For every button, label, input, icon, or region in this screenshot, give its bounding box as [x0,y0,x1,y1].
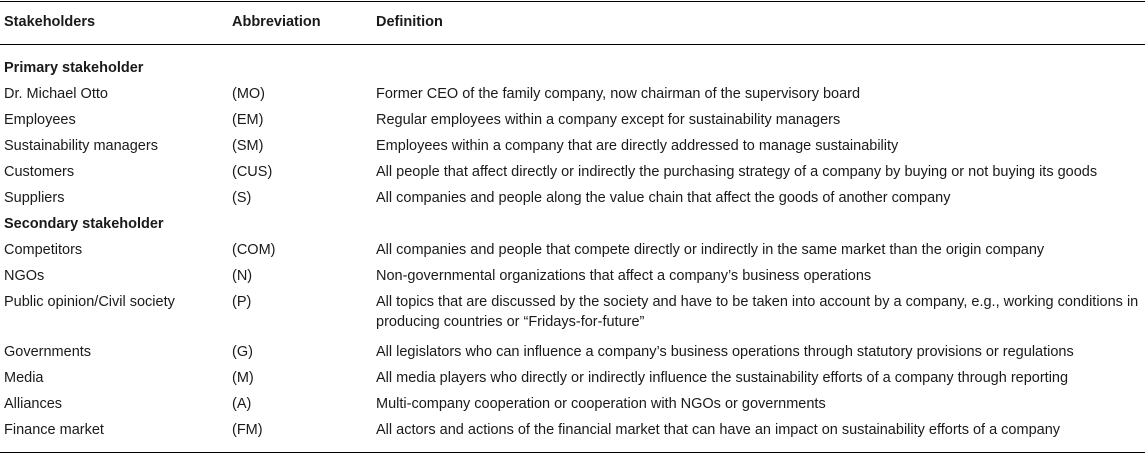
stakeholder-abbreviation: (P) [232,294,252,310]
stakeholder-abbreviation: (G) [232,344,253,360]
stakeholder-abbreviation: (N) [232,268,253,284]
stakeholder-name: Customers [4,164,75,180]
section-title: Primary stakeholder [4,60,144,76]
stakeholder-abbreviation: (EM) [232,112,264,128]
stakeholder-definition: All media players who directly or indirectly influence the sustainability efforts of a company through reporting [376,370,1069,386]
header-stakeholders: Stakeholders [4,14,96,30]
bottom-rule [0,452,1145,453]
stakeholder-name: Sustainability managers [4,138,158,154]
stakeholder-name: Governments [4,344,92,360]
stakeholder-definition: Former CEO of the family company, now chairman of the supervisory board [376,86,861,102]
stakeholder-definition: Multi-company cooperation or cooperation with NGOs or governments [376,396,826,412]
stakeholder-name: Alliances [4,396,63,412]
top-rule [0,1,1145,2]
stakeholder-definition: All actors and actions of the financial market that can have an impact on sustainability efforts of a company [376,422,1061,438]
stakeholder-name: Dr. Michael Otto [4,86,108,102]
stakeholder-name: Public opinion/Civil society [4,294,175,310]
stakeholder-name: Media [4,370,44,386]
stakeholder-abbreviation: (MO) [232,86,266,102]
header-rule [0,44,1145,45]
stakeholder-abbreviation: (CUS) [232,164,273,180]
stakeholder-definition: All topics that are discussed by the society and have to be taken into account by a company, e.g., working conditions in producing countries or “Fridays-for-future” [376,294,1139,330]
stakeholder-definition: Regular employees within a company except for sustainability managers [376,112,841,128]
header-definition: Definition [376,14,443,30]
stakeholder-definition: All people that affect directly or indirectly the purchasing strategy of a company by buying or not buying its goods [376,164,1098,180]
stakeholder-abbreviation: (FM) [232,422,263,438]
stakeholder-definition: All companies and people along the value chain that affect the goods of another company [376,190,951,206]
stakeholder-definition: All legislators who can influence a company’s business operations through statutory provisions or regulations [376,344,1074,360]
stakeholder-definition: Employees within a company that are directly addressed to manage sustainability [376,138,899,154]
stakeholder-name: Employees [4,112,76,128]
stakeholder-abbreviation: (S) [232,190,252,206]
header-abbreviation: Abbreviation [232,14,321,30]
stakeholder-name: Competitors [4,242,83,258]
stakeholder-abbreviation: (M) [232,370,254,386]
stakeholder-abbreviation: (SM) [232,138,264,154]
stakeholder-definition: All companies and people that compete directly or indirectly in the same market than the origin company [376,242,1045,258]
stakeholder-abbreviation: (COM) [232,242,276,258]
stakeholder-name: Finance market [4,422,104,438]
stakeholder-abbreviation: (A) [232,396,252,412]
stakeholder-definition: Non-governmental organizations that affect a company’s business operations [376,268,872,284]
stakeholder-name: Suppliers [4,190,65,206]
section-title: Secondary stakeholder [4,216,164,232]
stakeholder-name: NGOs [4,268,45,284]
